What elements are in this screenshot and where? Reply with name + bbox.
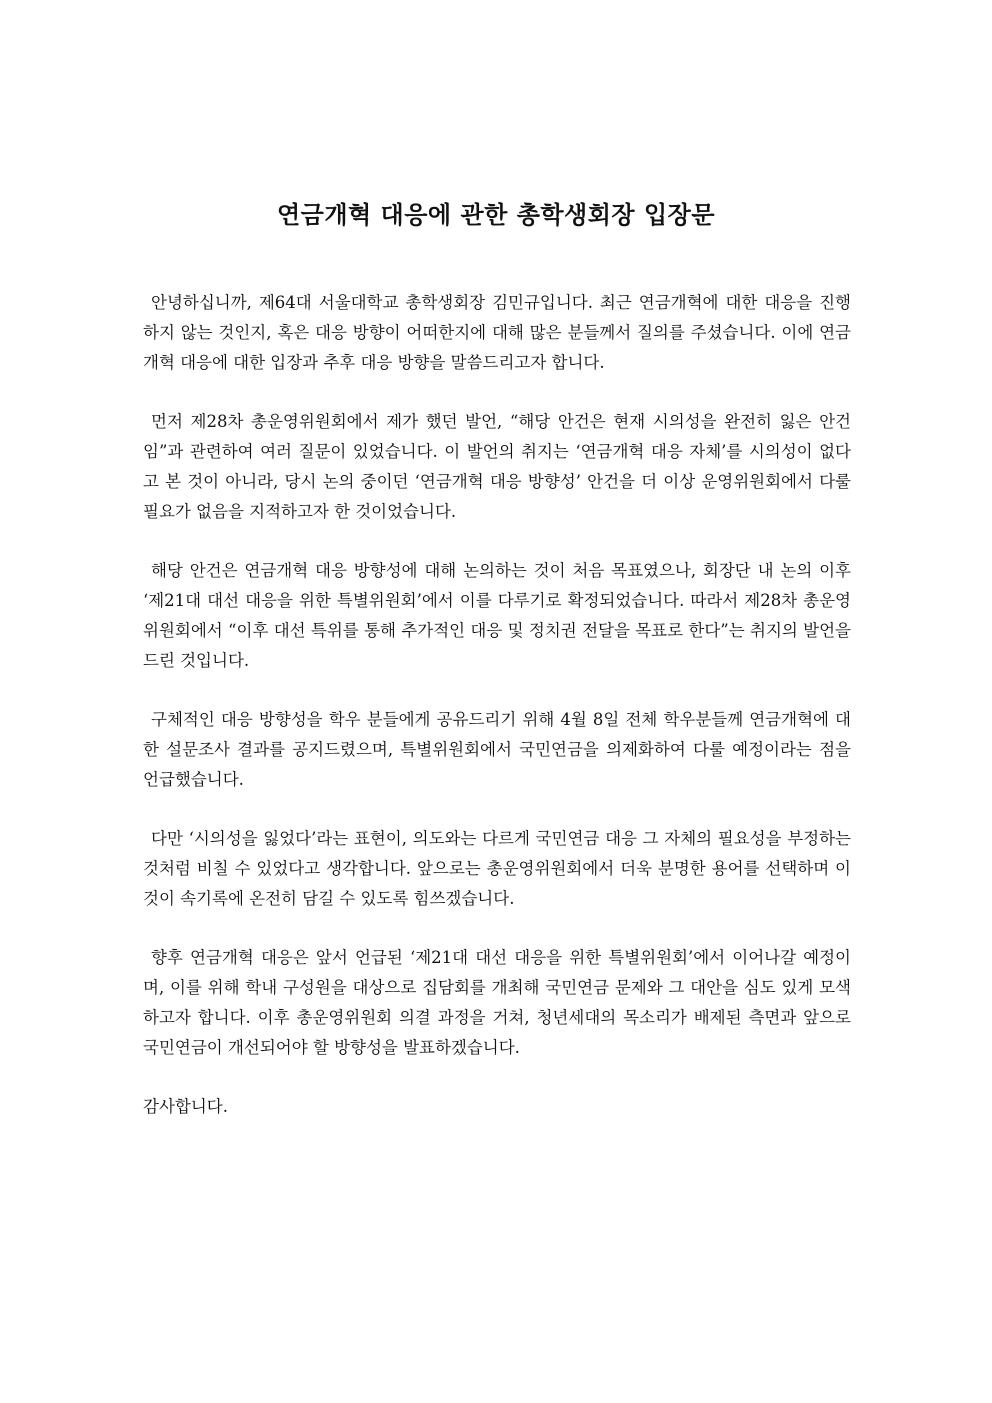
paragraph-greeting: 안녕하십니까, 제64대 서울대학교 총학생회장 김민규입니다. 최근 연금개혁에 대한 대응을 진행하지 않는 것인지, 혹은 대응 방향이 어떠한지에 대해 많은 분들께서 질의를 주셨습니다. 이에 연금개혁 대응에 대한 입장과 추후 대응 방향을 말씀드리고자 합니다.	[143, 293, 851, 372]
paragraph-future-plans: 향후 연금개혁 대응은 앞서 언급된 ‘제21대 대선 대응을 위한 특별위원회’에서 이어나갈 예정이며, 이를 위해 학내 구성원을 대상으로 집담회를 개최해 국민연금 문제와 그 대안을 심도 있게 모색하고자 합니다. 이후 총운영위원회 의결 과정을 거쳐, 청년세대의 목소리가 배제된 측면과 앞으로 국민연금이 개선되어야 할 방향성을 발표하겠습니다.	[143, 948, 851, 1057]
paragraph-statement-context: 먼저 제28차 총운영위원회에서 제가 했던 발언, “해당 안건은 현재 시의성을 완전히 잃은 안건임”과 관련하여 여러 질문이 있었습니다. 이 발언의 취지는 ‘연금개혁 대응 자체’를 시의성이 없다고 본 것이 아니라, 당시 논의 중이던 ‘연금개혁 대응 방향성’ 안건을 더 이상 운영위원회에서 다룰 필요가 없음을 지적하고자 한 것이었습니다.	[143, 412, 851, 521]
paragraph-clarification: 다만 ‘시의성을 잃었다’라는 표현이, 의도와는 다르게 국민연금 대응 그 자체의 필요성을 부정하는 것처럼 비칠 수 있었다고 생각합니다. 앞으로는 총운영위원회에서 더욱 분명한 용어를 선택하며 이것이 속기록에 온전히 담길 수 있도록 힘쓰겠습니다.	[143, 829, 851, 908]
paragraph-survey-notice: 구체적인 대응 방향성을 학우 분들에게 공유드리기 위해 4월 8일 전체 학우분들께 연금개혁에 대한 설문조사 결과를 공지드렸으며, 특별위원회에서 국민연금을 의제화하여 다룰 예정이라는 점을 언급했습니다.	[143, 710, 851, 789]
closing-remark: 감사합니다.	[143, 1097, 228, 1116]
paragraph-agenda-decision: 해당 안건은 연금개혁 대응 방향성에 대해 논의하는 것이 처음 목표였으나, 회장단 내 논의 이후 ‘제21대 대선 대응을 위한 특별위원회’에서 이를 다루기로 확정되었습니다. 따라서 제28차 총운영위원회에서 “이후 대선 특위를 통해 추가적인 대응 및 정치권 전달을 목표로 한다”는 취지의 발언을 드린 것입니다.	[143, 561, 851, 670]
document-body	[143, 288, 851, 1122]
document-title: 연금개혁 대응에 관한 총학생회장 입장문	[276, 200, 716, 229]
